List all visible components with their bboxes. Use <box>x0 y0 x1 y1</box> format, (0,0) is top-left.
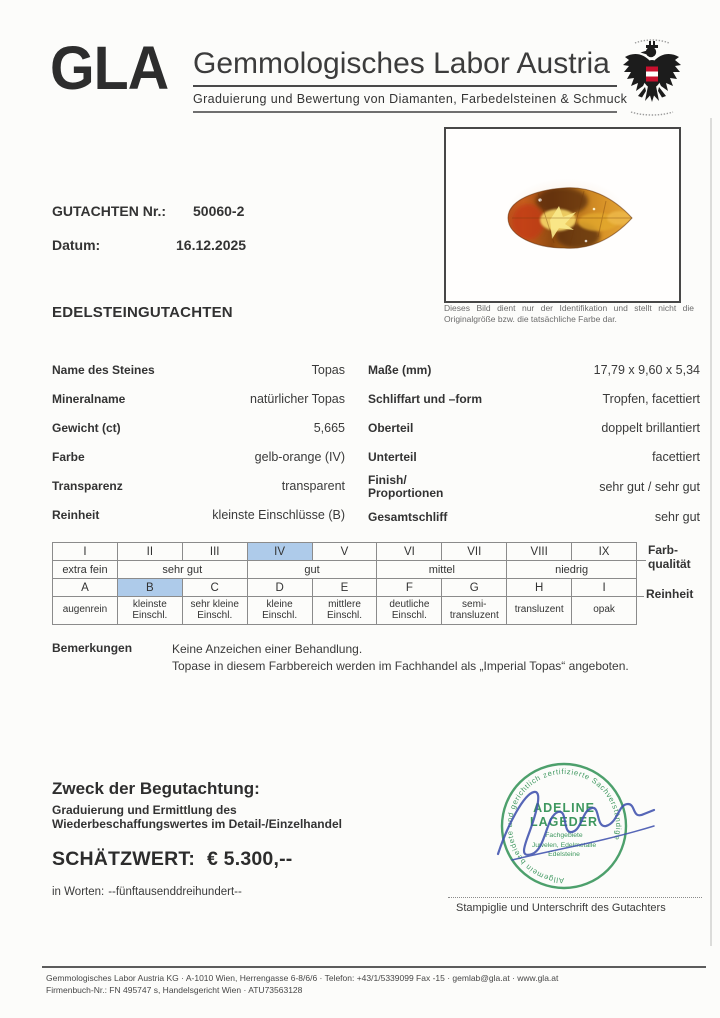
clarity-grade-cell: I <box>572 579 637 597</box>
clarity-grade-cell-selected: B <box>118 579 183 597</box>
clarity-grade-cell: A <box>53 579 118 597</box>
color-grade-cell: III <box>183 543 248 561</box>
field-label: Gesamtschliff <box>368 509 448 524</box>
photo-disclaimer: Dieses Bild dient nur der Identifikation und stellt nicht die Originalgröße bzw. die tatsächliche Farbe dar. <box>444 303 694 324</box>
color-grade-cell: VIII <box>507 543 572 561</box>
clarity-axis-label: Reinheit <box>646 587 694 601</box>
appraised-value <box>52 848 292 871</box>
document-title: EDELSTEINGUTACHTEN <box>52 304 233 321</box>
lab-title: Gemmologisches Labor Austria <box>193 47 610 80</box>
stone-fields-left <box>52 355 345 529</box>
field-row <box>368 384 700 413</box>
certificate-number-label: GUTACHTEN Nr.: <box>52 203 167 219</box>
austrian-eagle-icon <box>617 38 687 118</box>
field-value: gelb-orange (IV) <box>254 449 345 464</box>
clarity-desc-cell: mittlere Einschl. <box>313 597 378 625</box>
field-value: sehr gut <box>654 509 700 524</box>
value-in-words-value: --fünftausenddreihundert-- <box>108 886 242 898</box>
field-value: kleinste Einschlüsse (B) <box>212 507 345 522</box>
scan-artifact-line <box>710 118 712 946</box>
stamp-name-line1: ADELINE <box>533 801 595 815</box>
field-value: facettiert <box>652 449 700 464</box>
date-value: 16.12.2025 <box>176 237 247 253</box>
color-grade-cell: IX <box>572 543 637 561</box>
value-in-words <box>52 886 242 898</box>
header-rule-top <box>193 85 617 87</box>
field-value: transparent <box>281 478 345 493</box>
gemstone-photo-frame <box>444 127 681 303</box>
gemstone-image <box>498 179 640 257</box>
header-rule-bottom <box>193 111 617 113</box>
color-grade-cell: VI <box>377 543 442 561</box>
clarity-desc-cell: semi-transluzent <box>442 597 507 625</box>
field-label: Farbe <box>52 449 85 464</box>
field-row <box>52 384 345 413</box>
eagle-shield <box>646 66 659 82</box>
field-value: Tropfen, facettiert <box>602 391 700 406</box>
remarks-line1: Keine Anzeichen einer Behandlung. <box>172 642 363 656</box>
field-row <box>368 442 700 471</box>
certificate-number-value: 50060-2 <box>193 203 245 219</box>
field-label: Oberteil <box>368 420 414 435</box>
field-value: Topas <box>311 362 345 377</box>
value-in-words-label: in Worten: <box>52 886 105 898</box>
expert-signature <box>490 780 662 872</box>
field-row <box>52 471 345 500</box>
clarity-grade-cell: H <box>507 579 572 597</box>
clarity-grade-cell: D <box>248 579 313 597</box>
color-axis-label <box>648 544 691 571</box>
field-row <box>368 413 700 442</box>
table-tick <box>636 596 644 597</box>
field-label: Name des Steines <box>52 362 155 377</box>
field-label: Reinheit <box>52 507 100 522</box>
purpose-title: Zweck der Begutachtung: <box>52 779 260 798</box>
clarity-desc-cell: transluzent <box>507 597 572 625</box>
field-label: Unterteil <box>368 449 417 464</box>
field-label: Schliffart und –form <box>368 391 483 406</box>
signature-rule <box>448 897 702 898</box>
field-value: natürlicher Topas <box>250 391 345 406</box>
field-row <box>52 442 345 471</box>
field-label: Finish/ Proportionen <box>368 473 444 500</box>
clarity-desc-cell: augenrein <box>53 597 118 625</box>
field-row <box>368 471 700 503</box>
field-row <box>368 503 700 530</box>
clarity-desc-cell: sehr kleine Einschl. <box>183 597 248 625</box>
field-row <box>52 355 345 384</box>
field-row <box>52 413 345 442</box>
color-quality-cell: sehr gut <box>118 561 248 579</box>
purpose-line1: Graduierung und Ermittlung des <box>52 803 237 817</box>
stamp-line3: Fachgebiete <box>545 832 583 839</box>
remarks-line2: Topase in diesem Farbbereich werden im Fachhandel als „Imperial Topas“ angeboten. <box>172 658 629 673</box>
color-quality-cell: niedrig <box>507 561 637 579</box>
clarity-desc-cell: opak <box>572 597 637 625</box>
field-row <box>368 355 700 384</box>
field-label: Transparenz <box>52 478 123 493</box>
footer-line1: Gemmologisches Labor Austria KG · A-1010 Wien, Herrengasse 6-8/6/6 · Telefon: +43/1/5339099 Fax -15 · gemlab@gla.at · www.gla.at <box>46 973 559 983</box>
clarity-desc-cell: kleinste Einschl. <box>118 597 183 625</box>
remarks-label: Bemerkungen <box>52 641 133 655</box>
date-label: Datum: <box>52 237 101 253</box>
stamp-caption: Stampiglie und Unterschrift des Gutachters <box>456 902 666 914</box>
field-value: sehr gut / sehr gut <box>599 480 700 494</box>
footer-rule <box>42 966 706 968</box>
field-label: Mineralname <box>52 391 126 406</box>
table-tick <box>636 560 646 561</box>
clarity-grade-cell: F <box>377 579 442 597</box>
grading-table <box>52 542 637 625</box>
field-value: 17,79 x 9,60 x 5,34 <box>593 362 700 377</box>
color-axis-label-line2: qualität <box>648 556 691 571</box>
remarks-text <box>172 641 692 674</box>
field-label: Gewicht (ct) <box>52 420 121 435</box>
field-value: 5,665 <box>313 420 345 435</box>
clarity-grade-cell: C <box>183 579 248 597</box>
stamp-line5: Edelsteine <box>548 851 580 858</box>
lab-subtitle: Graduierung und Bewertung von Diamanten, Farbedelsteinen & Schmuck <box>193 92 628 106</box>
color-grade-cell: VII <box>442 543 507 561</box>
color-grade-cell: V <box>313 543 378 561</box>
field-value: doppelt brillantiert <box>601 420 700 435</box>
clarity-grade-cell: E <box>313 579 378 597</box>
color-quality-cell: gut <box>248 561 378 579</box>
field-row <box>52 500 345 529</box>
stamp-ring-text: Allgemein beeidete und gerichtlich zertifizierte Sachverständige <box>504 766 624 886</box>
gla-logo: GLA <box>50 34 169 102</box>
color-quality-cell: extra fein <box>53 561 118 579</box>
stone-fields-right <box>368 355 700 530</box>
clarity-desc-cell: deutliche Einschl. <box>377 597 442 625</box>
purpose-line2: Wiederbeschaffungswertes im Detail-/Einzelhandel <box>52 817 342 831</box>
footer-line2: Firmenbuch-Nr.: FN 495747 s, Handelsgericht Wien · ATU73563128 <box>46 985 303 995</box>
appraised-value-amount: € 5.300,-- <box>207 848 293 870</box>
stamp-name-line2: LAGEDER <box>529 815 599 829</box>
clarity-grade-cell: G <box>442 579 507 597</box>
appraised-value-label: SCHÄTZWERT: <box>52 848 196 870</box>
color-grade-cell: II <box>118 543 183 561</box>
color-quality-cell: mittel <box>377 561 507 579</box>
field-label: Maße (mm) <box>368 362 432 377</box>
color-grade-cell: I <box>53 543 118 561</box>
color-axis-label-line1: Farb- <box>648 543 678 557</box>
stamp-line4: Juwelen, Edelmetalle <box>531 842 597 849</box>
clarity-desc-cell: kleine Einschl. <box>248 597 313 625</box>
color-grade-cell-selected: IV <box>248 543 313 561</box>
